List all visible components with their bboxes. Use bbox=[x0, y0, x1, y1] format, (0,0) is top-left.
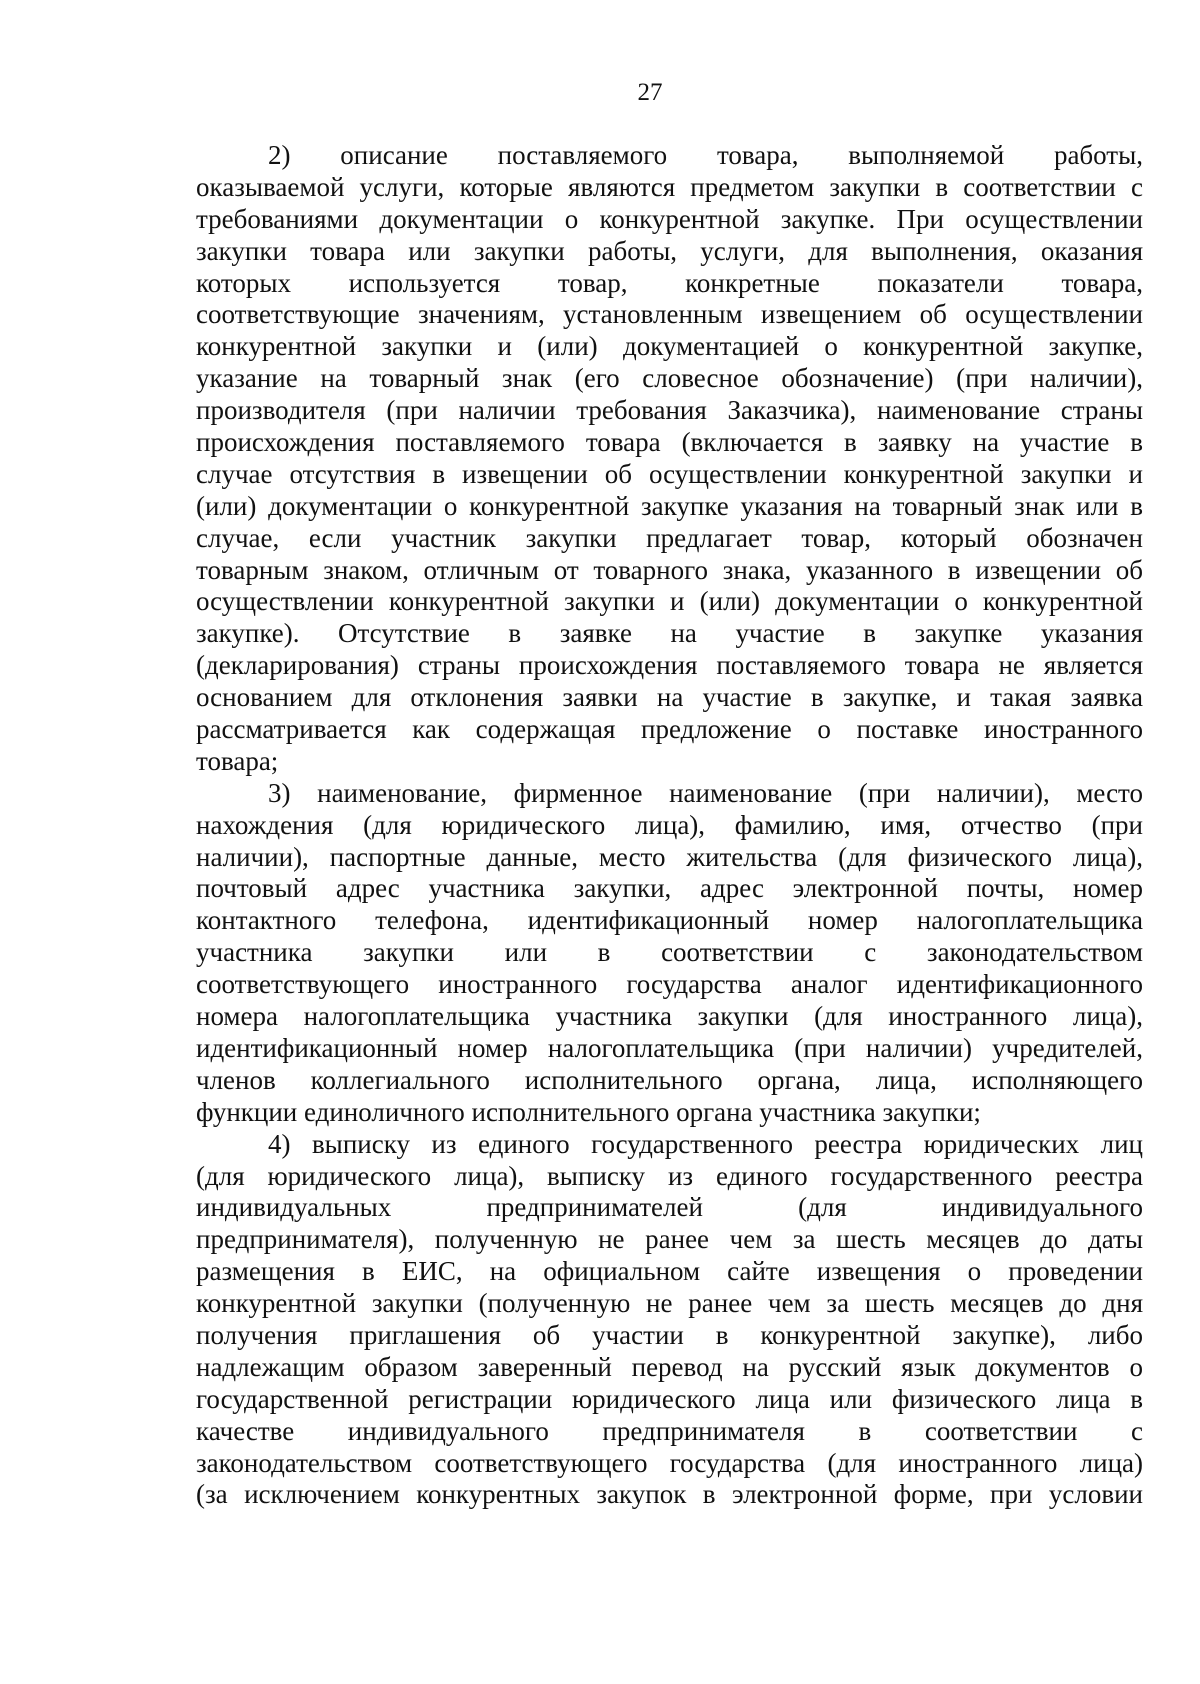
text-line: идентификационный номер налогоплательщика (при наличии) учредителей, bbox=[196, 1032, 1143, 1063]
text-line: товарным знаком, отличным от товарного знака, указанного в извещении об bbox=[196, 554, 1143, 585]
text-line: (для юридического лица), выписку из единого государственного реестра bbox=[196, 1160, 1143, 1191]
text-line: закупки товара или закупки работы, услуги, для выполнения, оказания bbox=[196, 235, 1143, 266]
text-line: осуществлении конкурентной закупки и (или) документации о конкурентной bbox=[196, 586, 1143, 617]
text-line: (декларирования) страны происхождения поставляемого товара не является bbox=[196, 650, 1143, 681]
text-line: требованиями документации о конкурентной закупке. При осуществлении bbox=[196, 203, 1143, 234]
text-line: случае, если участник закупки предлагает товар, который обозначен bbox=[196, 522, 1143, 553]
page-number: 27 bbox=[637, 79, 663, 106]
text-line: наличии), паспортные данные, место жительства (для физического лица), bbox=[196, 841, 1143, 872]
text-line: закупке). Отсутствие в заявке на участие в закупке указания bbox=[196, 618, 1143, 649]
text-line: (за исключением конкурентных закупок в электронной форме, при условии bbox=[196, 1479, 1143, 1510]
text-line: индивидуальных предпринимателей (для индивидуального bbox=[196, 1192, 1143, 1223]
text-line: соответствующего иностранного государства аналог идентификационного bbox=[196, 969, 1143, 1000]
text-line: рассматривается как содержащая предложение о поставке иностранного bbox=[196, 714, 1143, 745]
text-line: производителя (при наличии требования Заказчика), наименование страны bbox=[196, 395, 1143, 426]
document-body-text bbox=[196, 140, 1143, 1511]
text-line: государственной регистрации юридического лица или физического лица в bbox=[196, 1383, 1143, 1414]
text-line: почтовый адрес участника закупки, адрес электронной почты, номер bbox=[196, 873, 1143, 904]
text-line: конкурентной закупки и (или) документацией о конкурентной закупке, bbox=[196, 331, 1143, 362]
text-line: членов коллегиального исполнительного органа, лица, исполняющего bbox=[196, 1064, 1143, 1095]
text-line: предпринимателя), полученную не ранее чем за шесть месяцев до даты bbox=[196, 1224, 1143, 1255]
text-line: участника закупки или в соответствии с законодательством bbox=[196, 937, 1143, 968]
text-line: конкурентной закупки (полученную не ранее чем за шесть месяцев до дня bbox=[196, 1288, 1143, 1319]
text-line: размещения в ЕИС, на официальном сайте извещения о проведении bbox=[196, 1256, 1143, 1287]
text-line: товара; bbox=[196, 745, 279, 776]
text-line: происхождения поставляемого товара (включается в заявку на участие в bbox=[196, 427, 1143, 458]
text-line: соответствующие значениям, установленным извещением об осуществлении bbox=[196, 299, 1143, 330]
text-line: 2) описание поставляемого товара, выполняемой работы, bbox=[268, 140, 1143, 170]
text-line: номера налогоплательщика участника закупки (для иностранного лица), bbox=[196, 1001, 1143, 1032]
text-line: (или) документации о конкурентной закупке указания на товарный знак или в bbox=[196, 490, 1143, 521]
text-line: оказываемой услуги, которые являются предметом закупки в соответствии с bbox=[196, 171, 1143, 202]
text-line: основанием для отклонения заявки на участие в закупке, и такая заявка bbox=[196, 682, 1143, 713]
text-line: надлежащим образом заверенный перевод на русский язык документов о bbox=[196, 1351, 1143, 1382]
text-line: получения приглашения об участии в конкурентной закупке), либо bbox=[196, 1319, 1143, 1350]
text-line: нахождения (для юридического лица), фамилию, имя, отчество (при bbox=[196, 809, 1143, 840]
text-line: которых используется товар, конкретные показатели товара, bbox=[196, 267, 1143, 298]
text-line: законодательством соответствующего государства (для иностранного лица) bbox=[196, 1447, 1143, 1478]
text-line: контактного телефона, идентификационный номер налогоплательщика bbox=[196, 905, 1143, 936]
text-line: указание на товарный знак (его словесное обозначение) (при наличии), bbox=[196, 363, 1143, 394]
text-line: 3) наименование, фирменное наименование (при наличии), место bbox=[268, 777, 1143, 808]
text-line: случае отсутствия в извещении об осуществлении конкурентной закупки и bbox=[196, 458, 1143, 489]
text-line: качестве индивидуального предпринимателя в соответствии с bbox=[196, 1415, 1143, 1446]
text-line: функции единоличного исполнительного органа участника закупки; bbox=[196, 1096, 981, 1127]
text-line: 4) выписку из единого государственного реестра юридических лиц bbox=[268, 1128, 1143, 1159]
